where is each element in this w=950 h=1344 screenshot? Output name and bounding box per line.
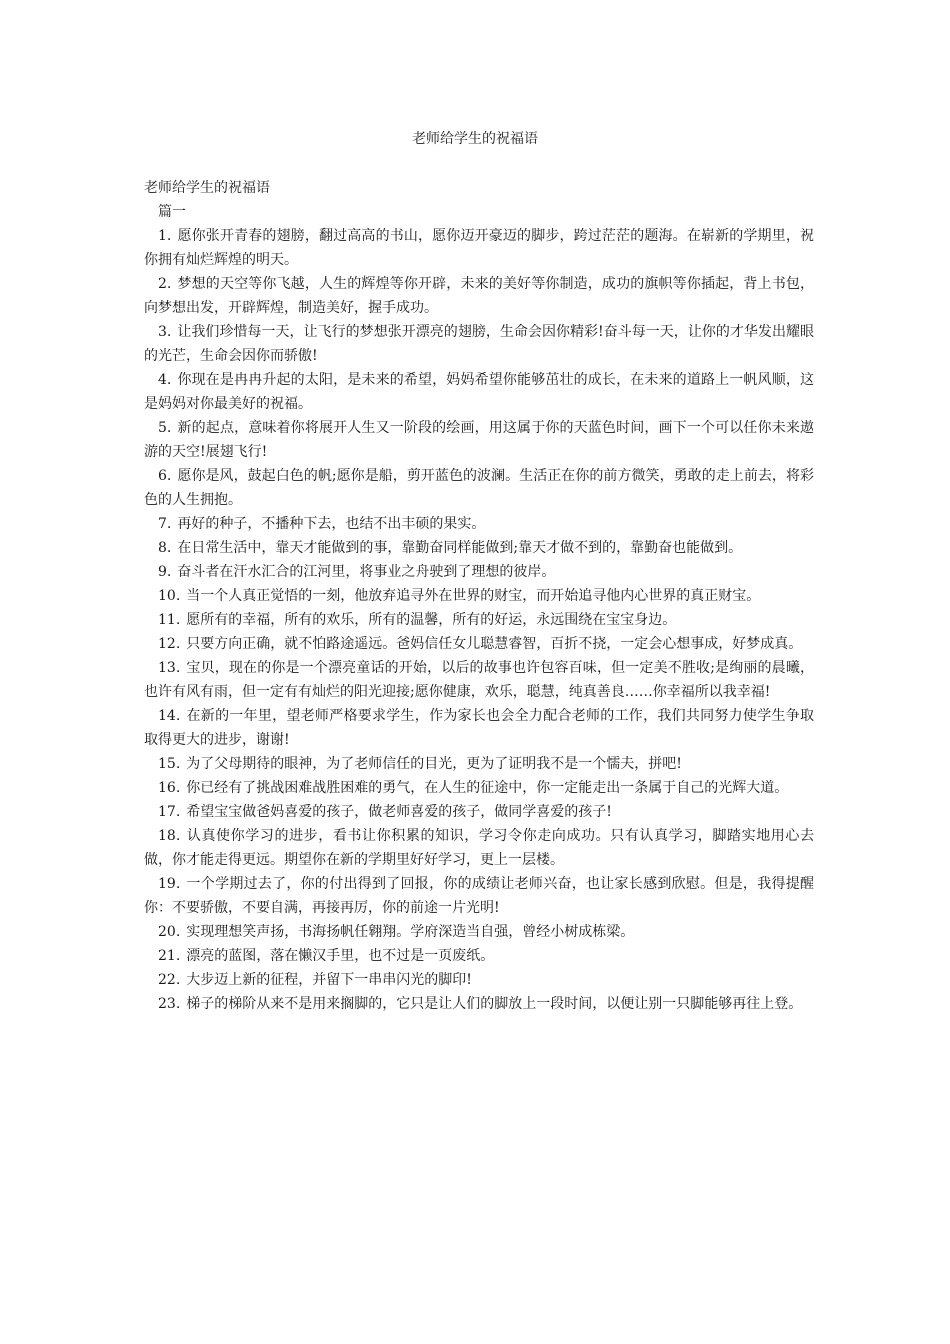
item-text: 当一个人真正觉悟的一刻，他放弃追寻外在世界的财宝，而开始追寻他内心世界的真正财宝。 [186, 588, 761, 604]
item-number: 14. [158, 708, 181, 724]
list-item [144, 800, 814, 824]
item-number: 6. [158, 468, 172, 484]
item-text: 一个学期过去了，你的付出得到了回报，你的成绩让老师兴奋，也让家长感到欣慰。但是，我得提醒你：不要骄傲，不要自满，再接再厉，你的前途一片光明! [144, 876, 814, 916]
item-number: 19. [158, 876, 181, 892]
list-item [144, 272, 814, 320]
item-text: 愿你张开青春的翅膀，翻过高高的书山，愿你迈开豪迈的脚步，跨过茫茫的题海。在崭新的学期里，祝你拥有灿烂辉煌的明天。 [144, 228, 814, 268]
item-text: 愿你是风，鼓起白色的帆;愿你是船，剪开蓝色的波澜。生活正在你的前方微笑，勇敢的走上前去，将彩色的人生拥抱。 [144, 468, 814, 508]
list-item [144, 608, 814, 632]
item-text: 认真使你学习的进步，看书让你积累的知识，学习令你走向成功。只有认真学习，脚踏实地用心去做，你才能走得更远。期望你在新的学期里好好学习，更上一层楼。 [144, 828, 814, 868]
item-text: 你现在是冉冉升起的太阳，是未来的希望，妈妈希望你能够茁壮的成长，在未来的道路上一帆风顺，这是妈妈对你最美好的祝福。 [144, 372, 814, 412]
section-heading: 篇一 [158, 204, 186, 220]
item-text: 你已经有了挑战困难战胜困难的勇气，在人生的征途中，你一定能走出一条属于自己的光辉大道。 [186, 780, 789, 796]
item-text: 奋斗者在汗水汇合的江河里，将事业之舟驶到了理想的彼岸。 [177, 564, 556, 580]
item-text: 梦想的天空等你飞越，人生的辉煌等你开辟，未来的美好等你制造，成功的旗帜等你插起，背上书包，向梦想出发，开辟辉煌，制造美好，握手成功。 [144, 276, 814, 316]
item-number: 9. [158, 564, 172, 580]
item-number: 18. [158, 828, 181, 844]
item-number: 17. [158, 804, 181, 820]
item-text: 实现理想笑声扬，书海扬帆任翱翔。学府深造当自强，曾经小树成栋梁。 [186, 924, 635, 940]
blessing-list [144, 224, 814, 1016]
item-number: 12. [158, 636, 181, 652]
item-number: 7. [158, 516, 172, 532]
list-item [144, 872, 814, 920]
item-text: 大步迈上新的征程，并留下一串串闪光的脚印! [186, 972, 472, 988]
item-number: 23. [158, 996, 181, 1012]
item-number: 10. [158, 588, 181, 604]
list-item [144, 224, 814, 272]
item-number: 5. [158, 420, 172, 436]
list-item [144, 704, 814, 752]
list-item [144, 536, 814, 560]
page-title: 老师给学生的祝福语 [412, 131, 538, 147]
list-item [144, 416, 814, 464]
item-text: 只要方向正确，就不怕路途遥远。爸妈信任女儿聪慧睿智，百折不挠，一定会心想事成，好梦成真。 [186, 636, 803, 652]
list-item [144, 560, 814, 584]
list-item [144, 920, 814, 944]
list-item [144, 368, 814, 416]
list-item [144, 584, 814, 608]
list-item [144, 824, 814, 872]
item-text: 新的起点，意味着你将展开人生又一阶段的绘画，用这属于你的天蓝色时间，画下一个可以任你未来遨游的天空!展翅飞行! [144, 420, 814, 460]
item-text: 在新的一年里，望老师严格要求学生，作为家长也会全力配合老师的工作，我们共同努力使学生争取取得更大的进步，谢谢! [144, 708, 814, 748]
list-item [144, 512, 814, 536]
list-item [144, 776, 814, 800]
item-text: 漂亮的蓝图，落在懒汉手里，也不过是一页废纸。 [186, 948, 495, 964]
list-item [144, 464, 814, 512]
item-number: 20. [158, 924, 181, 940]
item-number: 16. [158, 780, 181, 796]
document-subtitle: 老师给学生的祝福语 [144, 180, 270, 196]
item-text: 为了父母期待的眼神，为了老师信任的目光，更为了证明我不是一个懦夫，拼吧! [186, 756, 682, 772]
item-number: 8. [158, 540, 172, 556]
list-item [144, 632, 814, 656]
item-text: 希望宝宝做爸妈喜爱的孩子，做老师喜爱的孩子，做同学喜爱的孩子! [186, 804, 612, 820]
item-text: 宝贝，现在的你是一个漂亮童话的开始，以后的故事也许包容百味，但一定美不胜收;是绚丽的晨曦，也许有风有雨，但一定有有灿烂的阳光迎接;愿你健康，欢乐，聪慧，纯真善良……你幸福所以我幸福! [144, 660, 814, 700]
document-body [144, 176, 814, 1016]
item-number: 13. [158, 660, 181, 676]
item-number: 22. [158, 972, 181, 988]
list-item [144, 320, 814, 368]
list-item [144, 944, 814, 968]
item-number: 2. [158, 276, 172, 292]
list-item [144, 752, 814, 776]
list-item [144, 656, 814, 704]
item-text: 让我们珍惜每一天，让飞行的梦想张开漂亮的翅膀，生命会因你精彩!奋斗每一天，让你的才华发出耀眼的光芒，生命会因你而骄傲! [144, 324, 814, 364]
item-text: 再好的种子，不播种下去，也结不出丰硕的果实。 [177, 516, 486, 532]
item-text: 梯子的梯阶从来不是用来搁脚的，它只是让人们的脚放上一段时间，以便让别一只脚能够再往上登。 [186, 996, 803, 1012]
item-number: 1. [158, 228, 172, 244]
list-item [144, 992, 814, 1016]
item-number: 3. [158, 324, 172, 340]
item-number: 21. [158, 948, 181, 964]
item-text: 愿所有的幸福，所有的欢乐，所有的温馨，所有的好运，永远围绕在宝宝身边。 [186, 612, 677, 628]
item-number: 11. [158, 612, 181, 628]
item-text: 在日常生活中，靠天才能做到的事，靠勤奋同样能做到;靠天才做不到的，靠勤奋也能做到。 [177, 540, 743, 556]
item-number: 15. [158, 756, 181, 772]
list-item [144, 968, 814, 992]
item-number: 4. [158, 372, 172, 388]
